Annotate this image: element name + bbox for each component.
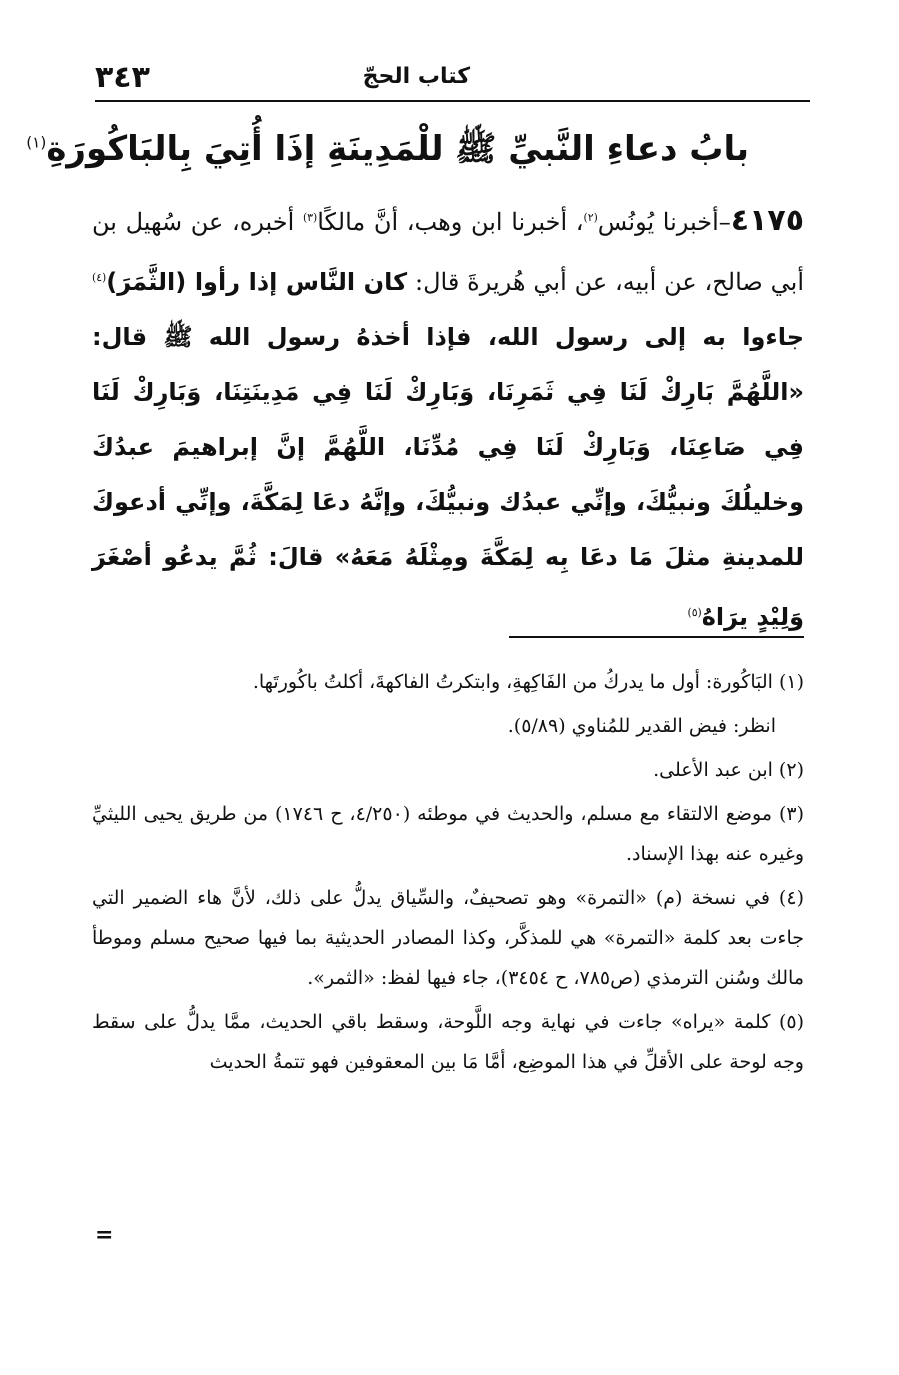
hadith-text [92, 190, 804, 645]
footnote-ref-3: (٣) [302, 211, 318, 224]
hadith-matn-1: كان النَّاس إذا رأوا (الثَّمَرَ) [106, 268, 408, 296]
hadith-chain-3: أخبره، عن سُهيل بن أبي صالح، عن أبيه، عن أبي هُريرةَ قال: [92, 208, 804, 296]
footnote-5: (٥) كلمة «يراه» جاءت في نهاية وجه اللَّوحة، وسقط باقي الحديث، ممَّا يدلُّ على سقط وجه لوحة على الأقلِّ في هذا الموضِع، أمَّا مَا بين المعقوفين فهو تتمةُ الحديث [92, 1011, 804, 1073]
page-number: ٣٤٣ [95, 60, 150, 95]
continuation-mark: = [95, 1222, 114, 1248]
footnote-2: (٢) ابن عبد الأعلى. [653, 759, 804, 781]
running-header [95, 62, 810, 102]
hadith-number: ٤١٧٥ [730, 203, 805, 238]
footnote-ref-5: (٥) [687, 606, 702, 619]
book-title: كتاب الحجّ [362, 64, 470, 89]
footnote-4: (٤) في نسخة (م) «التمرة» وهو تصحيفٌ، والسِّياق يدلُّ على ذلك، لأنَّ هاء الضمير التي جاءت بعد كلمة «التمرة» هي للمذكَّر، وكذا المصادر الحديثية بما فيها صحيح مسلم وموطأ مالك وسُنن الترمذي (ص٧٨٥، ح ٣٤٥٤)، جاء فيها لفظ: «الثمر». [92, 887, 804, 989]
footnote-ref-1: (١) [26, 133, 47, 152]
chapter-title [26, 128, 749, 177]
footnote-1: (١) البَاكُورة: أول ما يدركُ من الفَاكِهةِ، وابتكرتُ الفاكهةَ، أكلتُ باكُورتَها. [252, 671, 804, 693]
footnote-divider [509, 636, 804, 638]
footnote-1-reference: انظر: فيض القدير للمُناوي (٥/٨٩). [507, 715, 776, 737]
hadith-chain-2: ، أخبرنا ابن وهب، أنَّ مالكًا [317, 208, 584, 236]
footnotes-section [92, 662, 804, 1086]
footnote-ref-4: (٤) [92, 271, 107, 284]
footnote-ref-2: (٢) [583, 211, 598, 224]
hadith-matn-2: جاءوا به إلى رسول الله، فإذا أخذهُ رسول الله ﷺ قال: «اللَّهُمَّ بَارِكْ لَنَا فِي ثَمَرِنَا، وَبَارِكْ لَنَا فِي مَدِينَتِنَا، وَبَارِكْ لَنَا فِي صَاعِنَا، وَبَارِكْ لَنَا فِي مُدِّنَا، اللَّهُمَّ إنَّ إبراهيمَ عبدُكَ وخليلُكَ ونبيُّكَ، وإنِّي عبدُك ونبيُّكَ، وإنَّهُ دعَا لِمَكَّةَ، وإنِّي أدعوكَ للمدينةِ مثلَ مَا دعَا بِه لِمَكَّةَ ومِثْلَهُ مَعَهُ» قالَ: ثُمَّ يدعُو أصْغَرَ وَلِيْدٍ يرَاهُ [92, 323, 804, 631]
footnote-3: (٣) موضع الالتقاء مع مسلم، والحديث في موطئه (٤/٢٥٠، ح ١٧٤٦) من طريق يحيى الليثيِّ وغيره عنه بهذا الإسناد. [92, 803, 805, 865]
hadith-chain-1: –أخبرنا يُونُس [597, 208, 731, 236]
chapter-title-text: بابُ دعاءِ النَّبيِّ ﷺ للْمَدِينَةِ إذَا أُتِيَ بِالبَاكُورَةِ [46, 129, 749, 169]
